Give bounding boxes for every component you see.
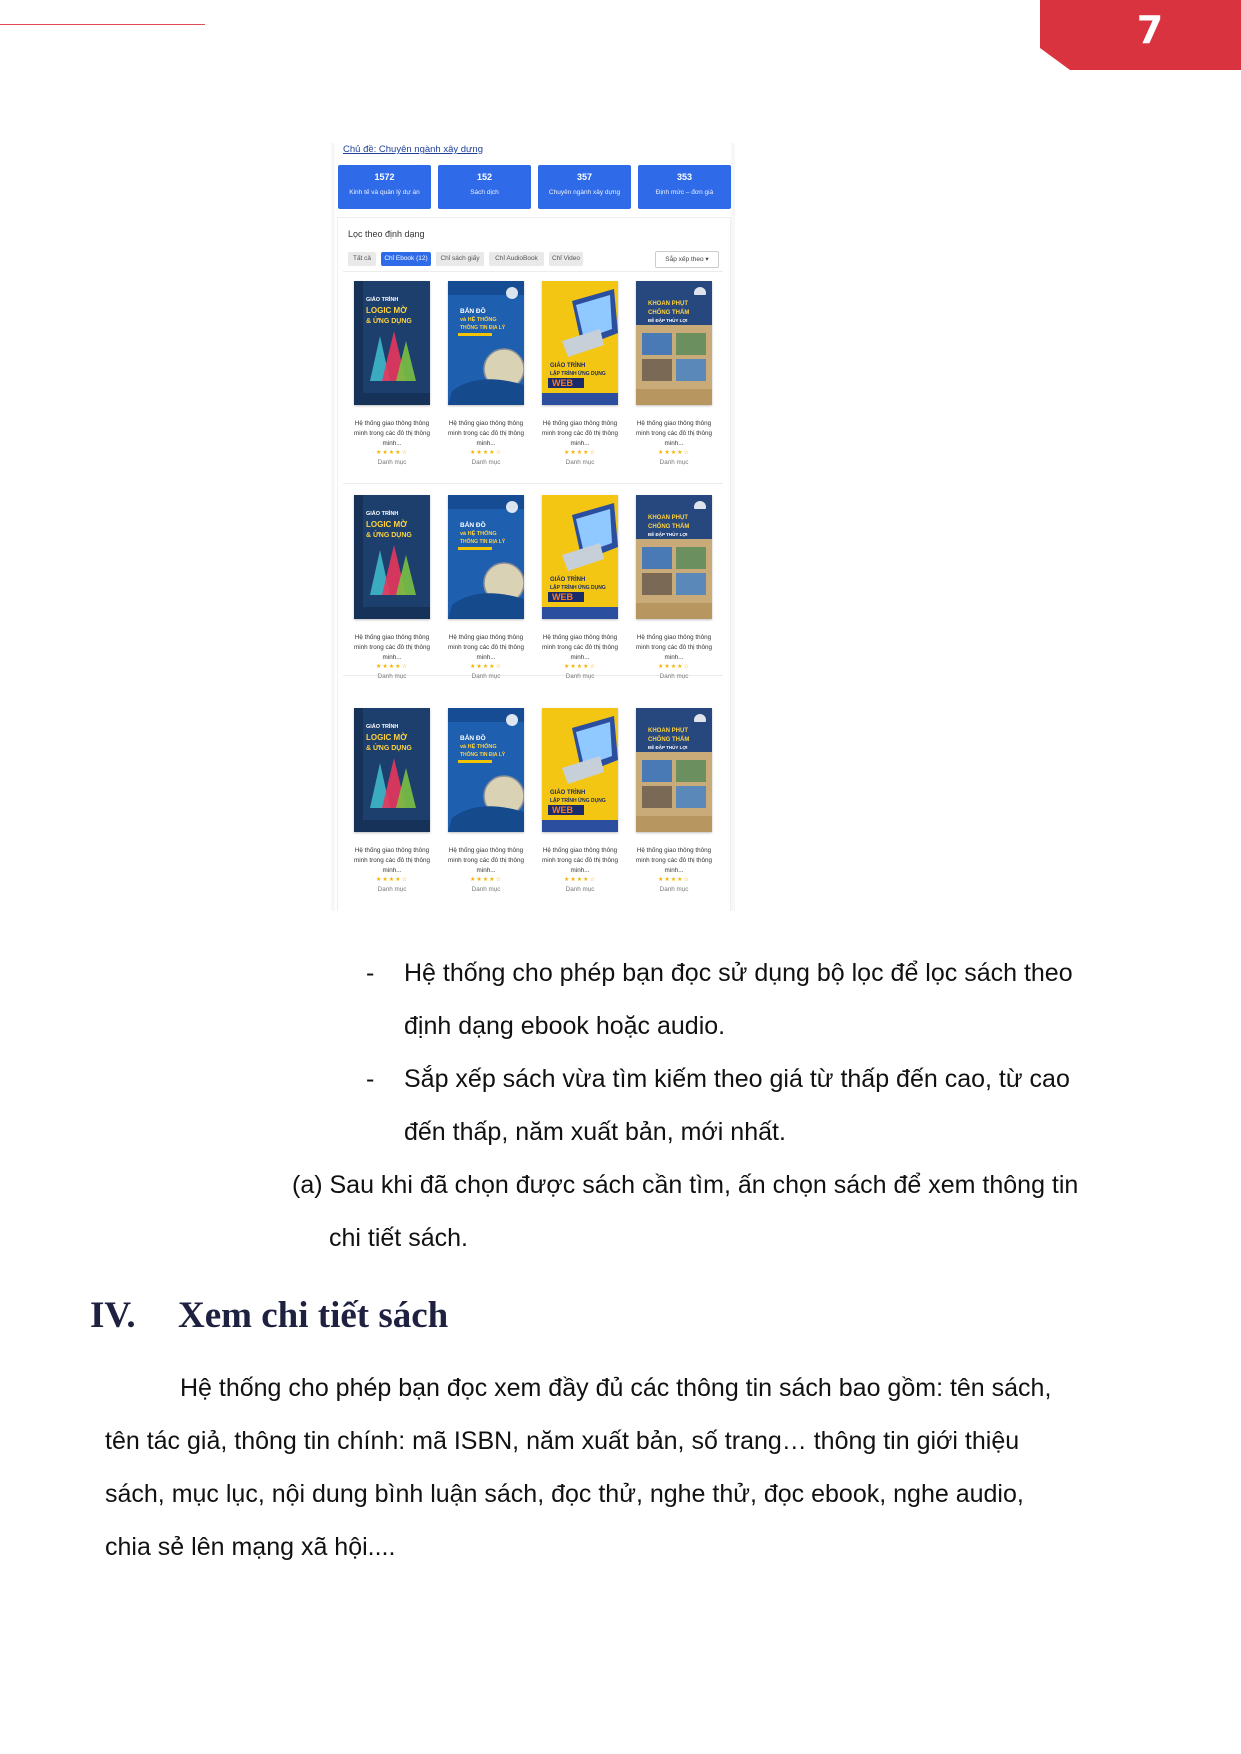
rating-stars: ★★★★☆ — [376, 877, 408, 883]
stat-card[interactable] — [538, 165, 631, 209]
sort-label: Sắp xếp theo — [665, 256, 704, 263]
book-card[interactable] — [537, 281, 623, 473]
cover-title-line: CHỐNG THẤM — [648, 310, 690, 316]
book-title[interactable]: Hệ thống giao thông thông minh trong các đô thị thông minh... — [542, 420, 618, 447]
cover-title-line: BẢN ĐỒ — [460, 308, 486, 315]
book-card[interactable] — [537, 708, 623, 900]
cover-title-line: LOGIC MỜ — [366, 520, 408, 529]
rating-stars: ★★★★☆ — [376, 450, 408, 456]
book-category: Danh mục — [377, 459, 407, 466]
screenshot-content — [335, 143, 731, 911]
stat-label: Định mức – đơn giá — [655, 189, 714, 196]
book-card[interactable] — [349, 281, 435, 473]
cover-title-line: CHỐNG THẤM — [648, 737, 690, 743]
section-title: Xem chi tiết sách — [178, 1295, 449, 1336]
filter-chip-paper[interactable]: Chỉ sách giấy — [436, 252, 484, 266]
book-cover[interactable] — [354, 495, 430, 619]
book-cover-art — [636, 708, 712, 832]
divider — [343, 271, 723, 272]
section-heading — [90, 1294, 448, 1337]
book-title[interactable]: Hệ thống giao thông thông minh trong các đô thị thông minh... — [354, 847, 430, 874]
book-title[interactable]: Hệ thống giao thông thông minh trong các đô thị thông minh... — [636, 847, 712, 874]
stat-label: Chuyên ngành xây dựng — [548, 189, 621, 196]
book-cover-art — [354, 281, 430, 405]
book-card[interactable] — [443, 708, 529, 900]
book-title[interactable]: Hệ thống giao thông thông minh trong các đô thị thông minh... — [542, 634, 618, 661]
stat-value: 357 — [576, 172, 593, 182]
book-card[interactable] — [631, 708, 717, 900]
book-cover-art — [542, 495, 618, 619]
cover-title-line: BẢN ĐỒ — [460, 735, 486, 742]
book-category: Danh mục — [565, 673, 595, 680]
bullet-marker: - — [366, 1065, 375, 1093]
rating-stars: ★★★★☆ — [564, 664, 596, 670]
book-cover[interactable] — [542, 708, 618, 832]
cover-title-line: THÔNG TIN ĐỊA LÝ — [460, 752, 506, 758]
cover-title-line: & ỨNG DỤNG — [366, 532, 412, 539]
cover-title-line: GIÁO TRÌNH — [366, 297, 399, 303]
cover-title-line: CHỐNG THẤM — [648, 524, 690, 530]
stat-value: 1572 — [374, 172, 395, 182]
rating-stars: ★★★★☆ — [470, 664, 502, 670]
book-title[interactable]: Hệ thống giao thông thông minh trong các đô thị thông minh... — [542, 847, 618, 874]
stat-card[interactable] — [638, 165, 731, 209]
book-cover-art — [542, 708, 618, 832]
rating-stars: ★★★★☆ — [470, 450, 502, 456]
book-cover-art — [354, 495, 430, 619]
book-cover-art — [448, 281, 524, 405]
cover-title-line: THÔNG TIN ĐỊA LÝ — [460, 325, 506, 331]
filter-chip-video[interactable]: Chỉ Video — [549, 252, 583, 266]
cover-title-line: KHOAN PHỤT — [648, 728, 688, 734]
stat-card[interactable] — [338, 165, 431, 209]
bullet-text: đến thấp, năm xuất bản, mới nhất. — [404, 1118, 786, 1146]
book-title[interactable]: Hệ thống giao thông thông minh trong các đô thị thông minh... — [448, 420, 524, 447]
cover-title-line: GIÁO TRÌNH — [550, 790, 586, 796]
book-title[interactable]: Hệ thống giao thông thông minh trong các đô thị thông minh... — [636, 420, 712, 447]
cover-title-line: GIÁO TRÌNH — [366, 511, 399, 517]
cover-title-line: ĐÊ ĐẬP THỦY LỢI — [648, 532, 688, 537]
filter-title: Lọc theo định dạng — [348, 229, 425, 239]
stat-card[interactable] — [438, 165, 531, 209]
book-cover[interactable] — [636, 281, 712, 405]
book-category: Danh mục — [565, 459, 595, 466]
book-cover-art — [448, 708, 524, 832]
filter-chip-all[interactable]: Tất cả — [348, 252, 376, 266]
book-cover[interactable] — [354, 281, 430, 405]
book-card[interactable] — [537, 495, 623, 687]
rating-stars: ★★★★☆ — [658, 877, 690, 883]
cover-title-line: ĐÊ ĐẬP THỦY LỢI — [648, 318, 688, 323]
book-cover-art — [542, 281, 618, 405]
step-text: chi tiết sách. — [329, 1224, 468, 1252]
book-card[interactable] — [443, 281, 529, 473]
cover-title-line: & ỨNG DỤNG — [366, 318, 412, 325]
book-card[interactable] — [349, 708, 435, 900]
book-cover[interactable] — [448, 281, 524, 405]
step-text: (a) Sau khi đã chọn được sách cần tìm, ấn chọn sách để xem thông tin — [292, 1171, 1079, 1199]
cover-title-line: BẢN ĐỒ — [460, 522, 486, 529]
divider — [343, 483, 723, 484]
cover-title-line: ĐÊ ĐẬP THỦY LỢI — [648, 745, 688, 750]
book-category: Danh mục — [565, 886, 595, 893]
cover-title-line: và HỆ THỐNG — [460, 531, 497, 537]
book-title[interactable]: Hệ thống giao thông thông minh trong các đô thị thông minh... — [636, 634, 712, 661]
book-title[interactable]: Hệ thống giao thông thông minh trong các đô thị thông minh... — [354, 634, 430, 661]
cover-title-line: và HỆ THỐNG — [460, 317, 497, 323]
cover-title-line: KHOAN PHỤT — [648, 301, 688, 307]
book-cover-art — [636, 281, 712, 405]
stat-value: 152 — [476, 172, 493, 182]
book-card[interactable] — [631, 281, 717, 473]
cover-title-line: WEB — [552, 805, 573, 815]
book-card[interactable] — [349, 495, 435, 687]
book-cover[interactable] — [542, 281, 618, 405]
cover-title-line: LẬP TRÌNH ỨNG DỤNG — [550, 371, 606, 377]
bullet-text: định dạng ebook hoặc audio. — [404, 1012, 726, 1040]
book-cover[interactable] — [448, 495, 524, 619]
cover-title-line: & ỨNG DỤNG — [366, 745, 412, 752]
bookstore-screenshot — [331, 143, 735, 911]
header-rule — [0, 24, 205, 25]
book-category: Danh mục — [377, 886, 407, 893]
cover-title-line: WEB — [552, 378, 573, 388]
cover-title-line: và HỆ THỐNG — [460, 744, 497, 750]
cover-title-line: GIÁO TRÌNH — [366, 724, 399, 730]
cover-title-line: GIÁO TRÌNH — [550, 363, 586, 369]
cover-title-line: LẬP TRÌNH ỨNG DỤNG — [550, 585, 606, 591]
book-category: Danh mục — [659, 459, 689, 466]
book-category: Danh mục — [659, 673, 689, 680]
rating-stars: ★★★★☆ — [470, 877, 502, 883]
book-title[interactable]: Hệ thống giao thông thông minh trong các đô thị thông minh... — [448, 634, 524, 661]
cover-title-line: WEB — [552, 592, 573, 602]
book-category: Danh mục — [377, 673, 407, 680]
book-card[interactable] — [631, 495, 717, 687]
cover-title-line: LOGIC MỜ — [366, 306, 408, 315]
book-title[interactable]: Hệ thống giao thông thông minh trong các đô thị thông minh... — [448, 847, 524, 874]
chevron-down-icon: ▾ — [705, 256, 709, 263]
book-cover[interactable] — [636, 708, 712, 832]
book-category: Danh mục — [471, 459, 501, 466]
book-cover[interactable] — [448, 708, 524, 832]
rating-stars: ★★★★☆ — [658, 450, 690, 456]
book-category: Danh mục — [471, 886, 501, 893]
book-cover[interactable] — [354, 708, 430, 832]
book-category: Danh mục — [659, 886, 689, 893]
section-number: IV. — [90, 1295, 136, 1336]
topic-link[interactable]: Chủ đề: Chuyên ngành xây dựng — [343, 144, 483, 155]
book-cover-art — [448, 495, 524, 619]
sort-dropdown[interactable] — [655, 251, 719, 268]
filter-chip-audiobook[interactable]: Chỉ AudioBook — [489, 252, 544, 266]
stat-value: 353 — [676, 172, 693, 182]
paragraph-line: tên tác giả, thông tin chính: mã ISBN, năm xuất bản, số trang… thông tin giới thiệu — [105, 1427, 1020, 1455]
rating-stars: ★★★★☆ — [564, 450, 596, 456]
cover-title-line: THÔNG TIN ĐỊA LÝ — [460, 539, 506, 545]
paragraph-line: Hệ thống cho phép bạn đọc xem đầy đủ các thông tin sách bao gồm: tên sách, — [180, 1374, 1052, 1402]
book-cover-art — [354, 708, 430, 832]
rating-stars: ★★★★☆ — [658, 664, 690, 670]
book-cover[interactable] — [542, 495, 618, 619]
rating-stars: ★★★★☆ — [564, 877, 596, 883]
bullet-text: Sắp xếp sách vừa tìm kiếm theo giá từ thấp đến cao, từ cao — [404, 1065, 1070, 1093]
rating-stars: ★★★★☆ — [376, 664, 408, 670]
paragraph-line: sách, mục lục, nội dung bình luận sách, đọc thử, nghe thử, đọc ebook, nghe audio, — [105, 1480, 1024, 1508]
filter-chip-ebook[interactable]: Chỉ Ebook (12) — [381, 252, 431, 266]
book-category: Danh mục — [471, 673, 501, 680]
cover-title-line: KHOAN PHỤT — [648, 515, 688, 521]
cover-title-line: LẬP TRÌNH ỨNG DỤNG — [550, 798, 606, 804]
book-card[interactable] — [443, 495, 529, 687]
bullet-marker: - — [366, 959, 375, 987]
book-title[interactable]: Hệ thống giao thông thông minh trong các đô thị thông minh... — [354, 420, 430, 447]
stat-label: Kinh tế và quản lý dự án — [349, 189, 420, 196]
cover-title-line: LOGIC MỜ — [366, 733, 408, 742]
stat-label: Sách dịch — [470, 189, 499, 196]
paragraph-line: chia sẻ lên mạng xã hội.... — [105, 1533, 396, 1561]
page-number: 7 — [1136, 8, 1164, 52]
bullet-text: Hệ thống cho phép bạn đọc sử dụng bộ lọc để lọc sách theo — [404, 959, 1073, 987]
cover-title-line: GIÁO TRÌNH — [550, 577, 586, 583]
book-cover-art — [636, 495, 712, 619]
book-cover[interactable] — [636, 495, 712, 619]
